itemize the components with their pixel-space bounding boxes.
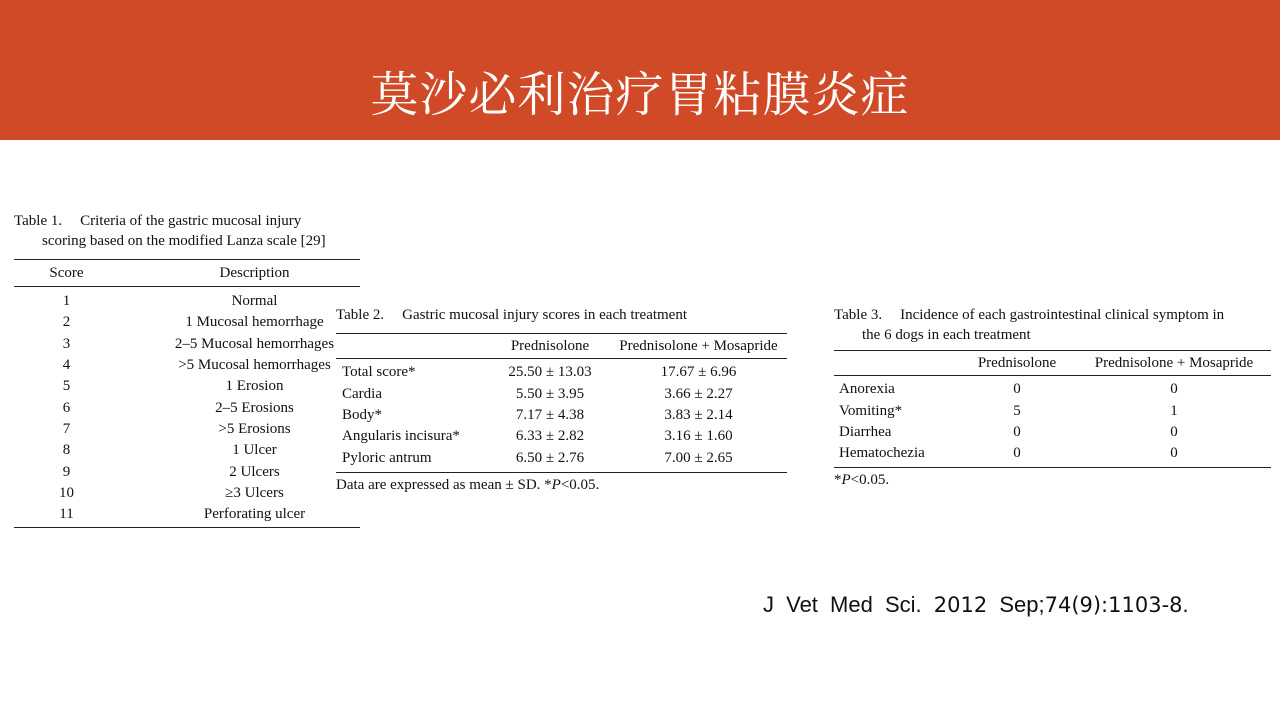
row-label: Cardia <box>342 385 382 402</box>
description-cell: ≥3 Ulcers <box>225 484 284 501</box>
row-label: Pyloric antrum <box>342 449 432 466</box>
score-cell: 7 <box>62 420 71 437</box>
column-header: Prednisolone <box>510 337 590 354</box>
value-cell: 1 <box>1170 402 1178 419</box>
description-cell: 2 Ulcers <box>229 463 280 480</box>
table-row <box>14 419 360 440</box>
value-cell: 0 <box>1170 381 1178 398</box>
description-cell: >5 Mucosal hemorrhages <box>178 357 331 374</box>
description-cell: Perforating ulcer <box>203 506 306 523</box>
table-2 <box>336 305 787 494</box>
table-row <box>834 443 1271 467</box>
table-row <box>14 397 360 418</box>
column-header <box>834 351 957 376</box>
row-label: Hematochezia <box>839 445 925 462</box>
table-row <box>336 405 787 426</box>
row-label: Vomiting* <box>839 402 903 419</box>
value-cell: 0 <box>1170 445 1178 462</box>
table-row <box>336 359 787 384</box>
table-3-number: Table 3. <box>834 307 883 323</box>
table-1-caption-line2: scoring based on the modified Lanza scale [29] <box>42 233 326 249</box>
table-2-footnote <box>336 477 787 494</box>
table-row <box>14 483 360 504</box>
table-1-caption-line1: Criteria of the gastric mucosal injury <box>80 213 302 229</box>
row-label: Diarrhea <box>839 423 892 440</box>
table-3-footnote <box>834 472 1271 489</box>
value-cell: 0 <box>1013 381 1021 398</box>
table-1-caption <box>14 211 360 251</box>
table-header-row <box>14 260 360 287</box>
footnote-text: * <box>834 471 842 488</box>
value-cell: 6.50 ± 2.76 <box>515 449 585 466</box>
table-2-grid <box>336 333 787 473</box>
table-row <box>14 287 360 313</box>
table-header-row <box>834 351 1271 376</box>
table-row <box>14 461 360 482</box>
footnote-p-symbol: P <box>551 476 561 493</box>
value-cell: 7.00 ± 2.65 <box>664 449 733 466</box>
score-cell: 5 <box>62 378 71 395</box>
footnote-threshold: <0.05. <box>850 471 890 488</box>
description-cell: 1 Mucosal hemorrhage <box>185 314 324 331</box>
table-1 <box>14 211 360 528</box>
citation-journal: J Vet Med Sci. <box>763 592 922 617</box>
score-cell: 3 <box>62 335 71 352</box>
citation-end: . <box>1182 592 1189 617</box>
footnote-text: Data are expressed as mean ± SD. * <box>336 476 552 493</box>
title-banner <box>0 0 1280 140</box>
description-cell: 2–5 Erosions <box>215 399 294 416</box>
footnote-p-symbol: P <box>841 471 851 488</box>
score-cell: 11 <box>59 506 74 523</box>
value-cell: 17.67 ± 6.96 <box>660 364 737 381</box>
table-2-number: Table 2. <box>336 307 385 323</box>
description-cell: 1 Erosion <box>225 378 284 395</box>
value-cell: 5.50 ± 3.95 <box>515 385 585 402</box>
description-cell: Normal <box>231 293 278 310</box>
table-row <box>14 312 360 333</box>
table-3-grid <box>834 350 1271 468</box>
table-row <box>834 422 1271 443</box>
value-cell: 25.50 ± 13.03 <box>508 364 592 381</box>
table-row <box>14 376 360 397</box>
column-header: Description <box>219 264 290 281</box>
table-row <box>14 440 360 461</box>
value-cell: 3.16 ± 1.60 <box>664 428 733 445</box>
value-cell: 5 <box>1013 402 1021 419</box>
value-cell: 0 <box>1013 423 1021 440</box>
table-row <box>834 400 1271 421</box>
column-header <box>336 334 490 359</box>
table-row <box>14 355 360 376</box>
score-cell: 6 <box>62 399 71 416</box>
column-header: Prednisolone + Mosapride <box>1094 354 1254 371</box>
table-row <box>14 334 360 355</box>
table-header-row <box>336 334 787 359</box>
citation-volume-pages: 74(9):1103-8 <box>1044 593 1183 617</box>
description-cell: >5 Erosions <box>218 420 291 437</box>
value-cell: 0 <box>1013 445 1021 462</box>
table-row <box>14 504 360 528</box>
citation <box>763 592 1189 618</box>
value-cell: 6.33 ± 2.82 <box>515 428 585 445</box>
value-cell: 7.17 ± 4.38 <box>515 406 585 423</box>
score-cell: 10 <box>59 484 74 501</box>
footnote-threshold: <0.05. <box>560 476 600 493</box>
value-cell: 0 <box>1170 423 1178 440</box>
value-cell: 3.66 ± 2.27 <box>664 385 733 402</box>
table-2-caption <box>336 305 787 325</box>
score-cell: 8 <box>62 442 71 459</box>
table-row <box>336 448 787 473</box>
score-cell: 9 <box>62 463 71 480</box>
table-3-caption-line1: Incidence of each gastrointestinal clinical symptom in <box>900 307 1225 323</box>
citation-year: 2012 <box>933 593 988 617</box>
column-header: Score <box>49 264 84 281</box>
table-2-caption-text: Gastric mucosal injury scores in each treatment <box>402 307 688 323</box>
column-header: Prednisolone + Mosapride <box>619 337 778 354</box>
table-3-caption <box>834 305 1271 345</box>
score-cell: 4 <box>62 357 71 374</box>
slide-title: 莫沙必利治疗胃粘膜炎症 <box>370 67 910 123</box>
score-cell: 1 <box>62 293 71 310</box>
row-label: Total score* <box>342 364 416 381</box>
description-cell: 1 Ulcer <box>232 442 277 459</box>
table-row <box>336 426 787 447</box>
row-label: Angularis incisura* <box>342 428 460 445</box>
table-3 <box>834 305 1271 489</box>
table-1-grid <box>14 259 360 528</box>
citation-month: Sep; <box>999 592 1045 617</box>
table-1-number: Table 1. <box>14 213 63 229</box>
table-row <box>336 383 787 404</box>
value-cell: 3.83 ± 2.14 <box>664 406 733 423</box>
description-cell: 2–5 Mucosal hemorrhages <box>174 335 335 352</box>
column-header: Prednisolone <box>977 354 1057 371</box>
score-cell: 2 <box>62 314 71 331</box>
row-label: Anorexia <box>839 381 895 398</box>
table-3-caption-line2: the 6 dogs in each treatment <box>862 327 1031 343</box>
row-label: Body* <box>342 406 383 423</box>
table-row <box>834 376 1271 401</box>
